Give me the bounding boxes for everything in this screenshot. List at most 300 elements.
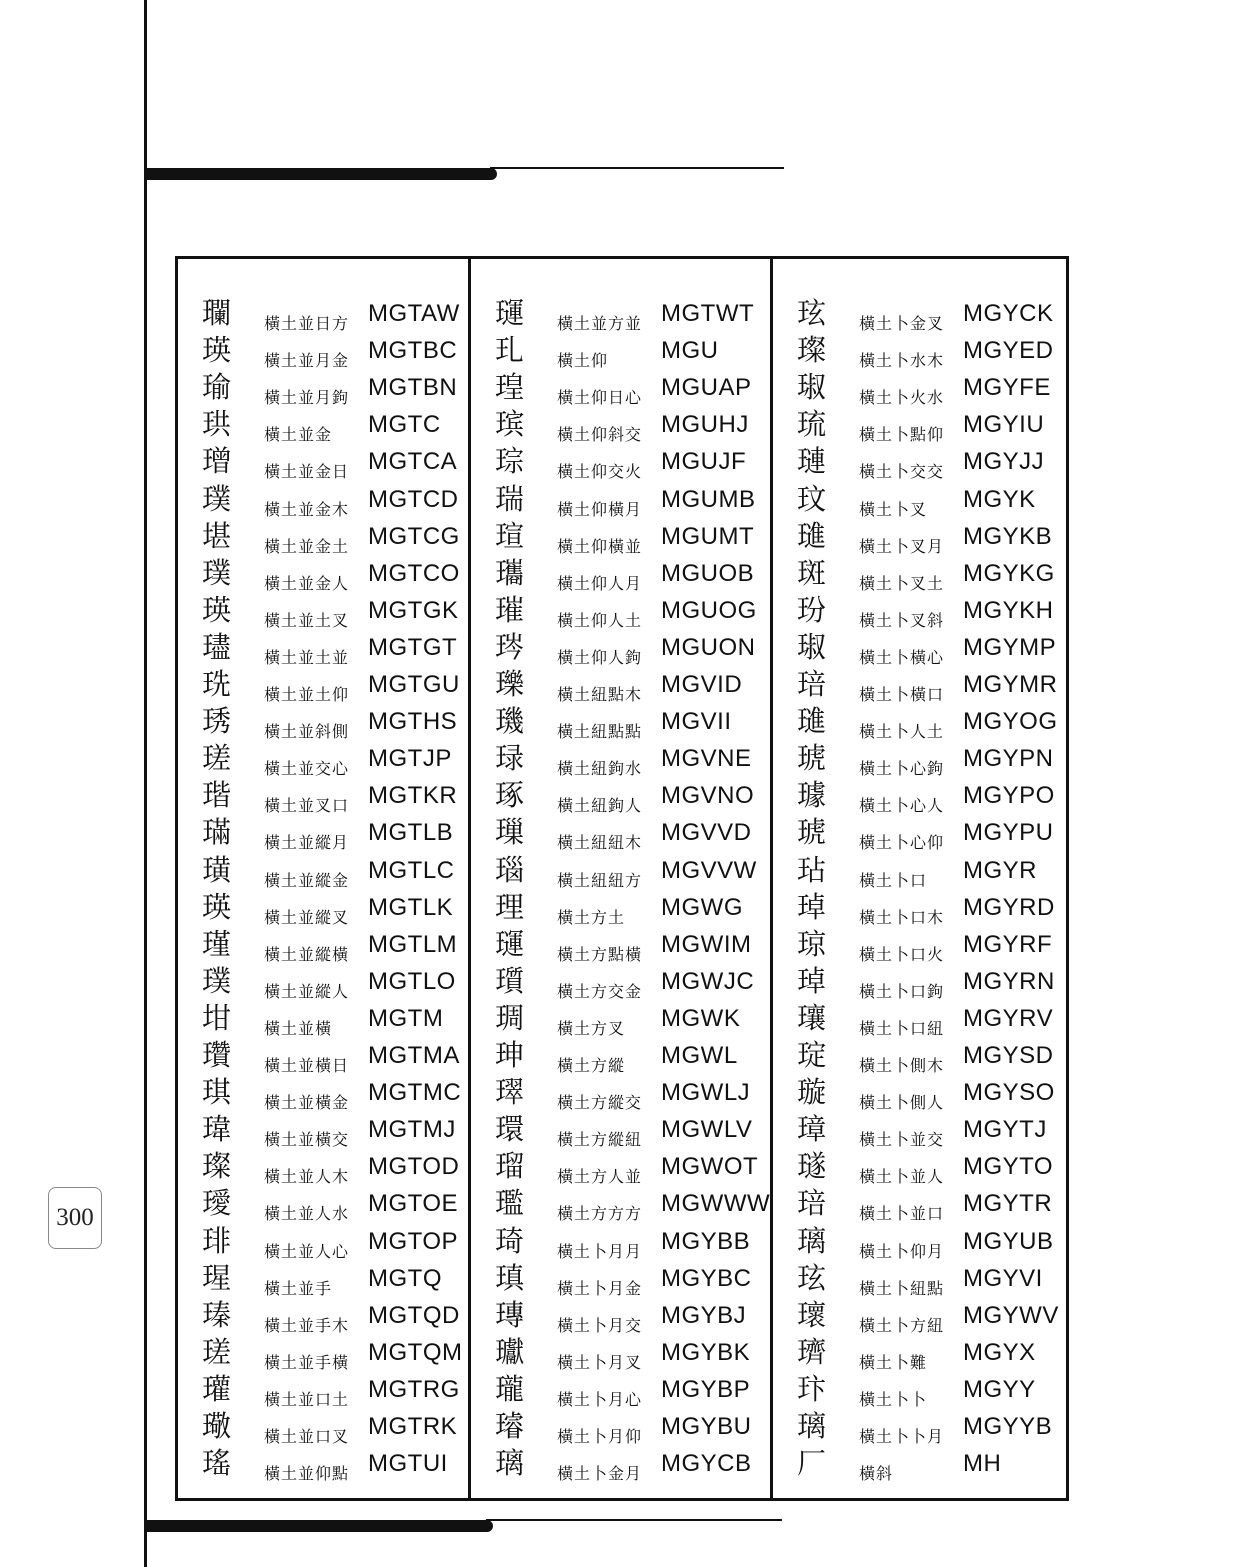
stroke-description: 橫土紐點點 xyxy=(557,722,643,742)
input-code: MGUON xyxy=(661,633,756,661)
input-code: MGYUB xyxy=(963,1227,1054,1255)
input-code: MGUOG xyxy=(661,596,757,624)
character: 瓌 xyxy=(797,1297,827,1332)
character: 瑝 xyxy=(495,370,525,405)
stroke-description: 橫土方叉 xyxy=(557,1018,626,1038)
input-code: MGTLB xyxy=(368,819,454,847)
input-code: MGYTJ xyxy=(963,1116,1047,1144)
stroke-description: 橫土並縱叉 xyxy=(264,907,350,927)
stroke-description: 橫土卜橫口 xyxy=(859,685,945,704)
character: 璼 xyxy=(495,1186,525,1221)
input-code: MGTCG xyxy=(368,522,460,550)
stroke-description: 橫土紐點木 xyxy=(557,685,643,704)
character: 瑆 xyxy=(202,1260,232,1295)
stroke-description: 橫土並土叉 xyxy=(264,610,350,630)
page-number: 300 xyxy=(48,1187,102,1249)
character: 瑙 xyxy=(495,852,525,887)
input-code: MGTGK xyxy=(368,596,459,624)
stroke-description: 橫土卜月心 xyxy=(557,1389,643,1409)
stroke-description: 橫土並斜側 xyxy=(264,722,350,742)
input-code: MGTQ xyxy=(368,1264,442,1292)
stroke-description: 橫土方方方 xyxy=(557,1204,643,1224)
input-code: MGTGT xyxy=(368,633,458,661)
character: 璉 xyxy=(797,444,827,479)
input-code: MGTLO xyxy=(368,967,456,995)
input-code: MGYFE xyxy=(963,374,1051,402)
character: 璭 xyxy=(495,926,525,961)
stroke-description: 橫土並土仰 xyxy=(264,685,350,704)
stroke-description: 橫土卜口木 xyxy=(859,907,945,927)
character: 瑼 xyxy=(495,1297,525,1332)
stroke-description: 橫土並手橫 xyxy=(264,1352,350,1372)
input-code: MGWLJ xyxy=(661,1079,751,1107)
stroke-description: 橫土並橫金 xyxy=(264,1093,350,1113)
stroke-description: 橫土仰橫並 xyxy=(557,536,643,556)
character: 瑞 xyxy=(495,481,525,516)
stroke-description: 橫土仰 xyxy=(557,351,609,371)
character: 瑳 xyxy=(202,1334,232,1369)
character: 玹 xyxy=(797,296,827,330)
character: 璲 xyxy=(797,1149,827,1184)
input-code: MGTKR xyxy=(368,782,458,810)
table-column-3 xyxy=(770,259,1069,1498)
stroke-description: 橫土仰交火 xyxy=(557,462,643,482)
stroke-description: 橫土卜月交 xyxy=(557,1315,643,1335)
character: 璦 xyxy=(202,1186,232,1221)
input-code: MGVVD xyxy=(661,819,752,847)
stroke-description: 橫土並橫日 xyxy=(264,1056,350,1075)
input-code: MGYBU xyxy=(661,1413,752,1440)
left-margin-line xyxy=(144,0,147,1567)
input-code: MGWIM xyxy=(661,930,752,958)
input-code: MGUMT xyxy=(661,522,755,550)
input-code: MGTJP xyxy=(368,745,452,773)
input-code: MGYCB xyxy=(661,1450,752,1478)
stroke-description: 橫土方人並 xyxy=(557,1167,643,1187)
character: 琣 xyxy=(797,1186,827,1221)
character: 珅 xyxy=(495,1038,525,1072)
stroke-description: 橫土方交金 xyxy=(557,981,643,1001)
input-code: MGYBK xyxy=(661,1338,751,1366)
stroke-description: 橫土並縱月 xyxy=(264,833,350,853)
input-code: MGYY xyxy=(963,1375,1036,1403)
stroke-description: 橫土卜並人 xyxy=(859,1167,945,1187)
character: 環 xyxy=(495,1112,525,1147)
input-code: MGUMB xyxy=(661,485,756,513)
stroke-description: 橫土卜叉斜 xyxy=(859,610,945,630)
character: 琔 xyxy=(797,1038,827,1072)
stroke-description: 橫土卜金叉 xyxy=(859,314,945,333)
stroke-description: 橫土並仰點 xyxy=(264,1464,350,1484)
input-code: MGVID xyxy=(661,671,743,698)
character: 琢 xyxy=(495,778,525,813)
input-code: MGYSO xyxy=(963,1079,1055,1107)
stroke-description: 橫土方土 xyxy=(557,907,626,927)
character: 璃 xyxy=(797,1409,827,1443)
stroke-description: 橫土紐紐木 xyxy=(557,833,643,853)
stroke-description: 橫土並金土 xyxy=(264,536,350,556)
character: 璊 xyxy=(202,815,232,850)
stroke-description: 橫土仰人月 xyxy=(557,573,643,593)
input-code: MGTM xyxy=(368,1004,444,1032)
stroke-description: 橫土卜側木 xyxy=(859,1056,945,1075)
character: 瑱 xyxy=(495,1260,525,1295)
input-code: MGTMA xyxy=(368,1042,460,1069)
table-column-1 xyxy=(178,259,468,1498)
table-row xyxy=(178,1446,468,1488)
character: 璶 xyxy=(202,629,232,664)
stroke-description: 橫土並金人 xyxy=(264,573,350,593)
character: 璥 xyxy=(202,1409,232,1443)
input-code: MGTOD xyxy=(368,1153,460,1181)
input-code: MGTBN xyxy=(368,374,458,402)
input-code: MGYWV xyxy=(963,1301,1059,1329)
table-row xyxy=(773,1446,1069,1488)
stroke-description: 橫土卜卜 xyxy=(859,1389,928,1409)
stroke-description: 橫土並土並 xyxy=(264,647,350,667)
input-code: MGTCA xyxy=(368,448,458,476)
character: 珗 xyxy=(202,667,232,701)
character: 琸 xyxy=(797,963,827,998)
character: 瓛 xyxy=(495,1334,525,1369)
stroke-description: 橫土卜口火 xyxy=(859,944,945,964)
input-code: MGTLM xyxy=(368,930,458,958)
input-code: MGTCO xyxy=(368,559,460,587)
character: 琌 xyxy=(495,629,525,664)
input-code: MGYMP xyxy=(963,633,1057,661)
input-code: MGYTO xyxy=(963,1153,1054,1181)
input-code: MGYBP xyxy=(661,1375,751,1403)
character: 玹 xyxy=(797,1260,827,1295)
stroke-description: 橫土卜口紐 xyxy=(859,1018,945,1038)
input-code: MGTWT xyxy=(661,300,755,327)
character: 瑛 xyxy=(202,592,232,627)
table-row xyxy=(471,1446,773,1488)
input-code: MGTLC xyxy=(368,856,455,884)
input-code: MGWL xyxy=(661,1042,738,1069)
stroke-description: 橫土卜並交 xyxy=(859,1130,945,1150)
input-code: MGYSD xyxy=(963,1042,1054,1069)
character: 玣 xyxy=(797,1371,827,1406)
stroke-description: 橫土紐紐方 xyxy=(557,870,643,890)
character: 璞 xyxy=(202,963,232,998)
character: 琥 xyxy=(797,741,827,776)
stroke-description: 橫土並叉口 xyxy=(264,796,350,816)
stroke-description: 橫土卜叉土 xyxy=(859,573,945,593)
character: 琇 xyxy=(202,704,232,739)
stroke-description: 橫土並口叉 xyxy=(264,1427,350,1446)
character: 玢 xyxy=(797,592,827,627)
stroke-description: 橫土卜口鉤 xyxy=(859,981,945,1001)
stroke-description: 橫土卜月月 xyxy=(557,1241,643,1261)
stroke-description: 橫土仰日心 xyxy=(557,388,643,408)
stroke-description: 橫土並月鉤 xyxy=(264,388,350,408)
character: 琭 xyxy=(495,741,525,776)
input-code: MGTOE xyxy=(368,1190,459,1218)
character: 璡 xyxy=(797,704,827,739)
input-code: MGTMJ xyxy=(368,1116,456,1144)
stroke-description: 橫斜 xyxy=(859,1464,894,1484)
input-code: MGTC xyxy=(368,411,441,439)
stroke-description: 橫土仰人鉤 xyxy=(557,647,643,667)
stroke-description: 橫土並金日 xyxy=(264,462,350,482)
character: 瑧 xyxy=(202,1297,232,1332)
stroke-description: 橫土並月金 xyxy=(264,351,350,371)
character: 璜 xyxy=(202,852,232,887)
input-code: MGTQD xyxy=(368,1301,460,1329)
input-code: MGYBC xyxy=(661,1264,752,1292)
character: 玷 xyxy=(797,852,827,887)
stroke-description: 橫土方縱交 xyxy=(557,1093,643,1113)
character: 璅 xyxy=(495,815,525,850)
stroke-description: 橫土卜心仰 xyxy=(859,833,945,853)
character: 璨 xyxy=(202,1149,232,1184)
input-code: MGUHJ xyxy=(661,411,749,439)
stroke-description: 橫土卜方紐 xyxy=(859,1315,945,1335)
input-code: MGWWW xyxy=(661,1190,771,1218)
character: 瓏 xyxy=(495,1371,525,1406)
bottom-thin-rule xyxy=(486,1519,782,1521)
stroke-description: 橫土卜月仰 xyxy=(557,1427,643,1446)
stroke-description: 橫土卜月叉 xyxy=(557,1352,643,1372)
stroke-description: 橫土並橫交 xyxy=(264,1130,350,1150)
character: 瑋 xyxy=(202,1112,232,1147)
stroke-description: 橫土並日方 xyxy=(264,314,350,333)
input-code: MGVII xyxy=(661,708,732,736)
character: 璡 xyxy=(797,518,827,553)
input-code: MGVNE xyxy=(661,745,752,773)
character: 瓆 xyxy=(495,963,525,998)
input-code: MGWLV xyxy=(661,1116,753,1144)
stroke-description: 橫土並手 xyxy=(264,1278,333,1298)
character: 琪 xyxy=(202,1075,232,1110)
character: 琲 xyxy=(202,1223,232,1258)
stroke-description: 橫土並人心 xyxy=(264,1241,350,1261)
stroke-description: 橫土卜仰月 xyxy=(859,1241,945,1261)
stroke-description: 橫土方縱紐 xyxy=(557,1130,643,1150)
input-code: MGYRV xyxy=(963,1004,1054,1032)
stroke-description: 橫土並交心 xyxy=(264,759,350,779)
input-code: MGYYB xyxy=(963,1413,1053,1440)
character: 瑾 xyxy=(202,926,232,961)
input-code: MGTHS xyxy=(368,708,458,736)
stroke-description: 橫土方點橫 xyxy=(557,944,643,964)
character: 璻 xyxy=(495,1075,525,1110)
character: 琉 xyxy=(797,407,827,442)
stroke-description: 橫土卜心鉤 xyxy=(859,759,945,779)
input-code: MGUOB xyxy=(661,559,755,587)
input-code: MGYPU xyxy=(963,819,1054,847)
stroke-description: 橫土卜叉 xyxy=(859,499,928,519)
character: 瓖 xyxy=(797,1000,827,1035)
stroke-description: 橫土並縱人 xyxy=(264,981,350,1001)
stroke-description: 橫土並金木 xyxy=(264,499,350,519)
input-code: MGTQM xyxy=(368,1338,463,1366)
input-code: MGTCD xyxy=(368,485,459,513)
stroke-description: 橫土仰斜交 xyxy=(557,425,643,445)
bottom-thick-rule xyxy=(147,1520,493,1532)
top-thin-rule xyxy=(490,167,784,169)
input-code: MGYKG xyxy=(963,559,1055,587)
character: 厂 xyxy=(797,1446,827,1481)
input-code: MGUJF xyxy=(661,448,747,476)
input-code: MGTBC xyxy=(368,337,458,365)
character: 璞 xyxy=(202,555,232,590)
character: 璀 xyxy=(495,592,525,627)
character: 瑄 xyxy=(495,518,525,553)
stroke-description: 橫土紐鉤人 xyxy=(557,796,643,816)
input-code: MGYCK xyxy=(963,300,1054,327)
character: 理 xyxy=(495,889,525,924)
stroke-description: 橫土並縱金 xyxy=(264,870,350,890)
character: 瑜 xyxy=(202,370,232,405)
input-code: MGYBJ xyxy=(661,1301,747,1329)
stroke-description: 橫土卜紐點 xyxy=(859,1278,945,1298)
character: 瑸 xyxy=(495,407,525,442)
stroke-description: 橫土並人木 xyxy=(264,1167,350,1187)
input-code: MGWG xyxy=(661,893,743,921)
input-code: MGYED xyxy=(963,337,1054,365)
top-thick-rule xyxy=(147,168,497,180)
stroke-description: 橫土並人水 xyxy=(264,1204,350,1224)
stroke-description: 橫土卜水木 xyxy=(859,351,945,371)
input-code: MGTRK xyxy=(368,1413,458,1440)
input-code: MGYK xyxy=(963,485,1036,513)
stroke-description: 橫土卜叉月 xyxy=(859,536,945,556)
input-code: MGTGU xyxy=(368,671,460,698)
input-code: MGYMR xyxy=(963,671,1058,698)
character: 瓗 xyxy=(495,555,525,590)
character: 琡 xyxy=(797,370,827,405)
stroke-description: 橫土卜側人 xyxy=(859,1093,945,1113)
character: 瓓 xyxy=(202,296,232,330)
stroke-description: 橫土並口土 xyxy=(264,1389,350,1409)
input-code: MGYBB xyxy=(661,1227,751,1255)
character: 瓅 xyxy=(495,667,525,701)
character: 瑠 xyxy=(495,1149,525,1184)
input-code: MGTLK xyxy=(368,893,454,921)
input-code: MGYIU xyxy=(963,411,1045,439)
stroke-description: 橫土仰橫月 xyxy=(557,499,643,519)
character: 堪 xyxy=(202,518,232,553)
stroke-description: 橫土方縱 xyxy=(557,1056,626,1075)
character: 玌 xyxy=(495,333,525,368)
character: 璭 xyxy=(495,296,525,330)
character: 璃 xyxy=(495,1446,525,1481)
character: 瓚 xyxy=(202,1038,232,1072)
stroke-description: 橫土卜金月 xyxy=(557,1464,643,1484)
input-code: MGYOG xyxy=(963,708,1058,736)
character: 璇 xyxy=(797,1075,827,1110)
stroke-description: 橫土卜人土 xyxy=(859,722,945,742)
code-table xyxy=(175,256,1069,1501)
character: 琮 xyxy=(495,444,525,479)
input-code: MGWOT xyxy=(661,1153,759,1181)
stroke-description: 橫土卜橫心 xyxy=(859,647,945,667)
character: 璋 xyxy=(797,1112,827,1147)
stroke-description: 橫土卜口 xyxy=(859,870,928,890)
table-column-2 xyxy=(468,259,773,1498)
input-code: MGYKH xyxy=(963,596,1054,624)
character: 璿 xyxy=(495,1409,525,1443)
stroke-description: 橫土卜卜月 xyxy=(859,1427,945,1446)
input-code: MGWJC xyxy=(661,967,755,995)
input-code: MGWK xyxy=(661,1004,741,1032)
character: 璣 xyxy=(495,704,525,739)
character: 璩 xyxy=(797,778,827,813)
input-code: MGYRF xyxy=(963,930,1053,958)
character: 瑤 xyxy=(202,1446,232,1481)
stroke-description: 橫土並方並 xyxy=(557,314,643,333)
character: 琦 xyxy=(495,1223,525,1258)
stroke-description: 橫土卜火水 xyxy=(859,388,945,408)
stroke-description: 橫土卜點仰 xyxy=(859,425,945,445)
input-code: MGTOP xyxy=(368,1227,459,1255)
stroke-description: 橫土紐鉤水 xyxy=(557,759,643,779)
character: 琸 xyxy=(797,889,827,924)
stroke-description: 橫土並手木 xyxy=(264,1315,350,1335)
stroke-description: 橫土並縱橫 xyxy=(264,944,350,964)
input-code: MH xyxy=(963,1450,1002,1478)
stroke-description: 橫土卜心人 xyxy=(859,796,945,816)
character: 瑛 xyxy=(202,889,232,924)
input-code: MGYJJ xyxy=(963,448,1045,476)
character: 瓘 xyxy=(202,1371,232,1406)
character: 琣 xyxy=(797,667,827,701)
character: 琥 xyxy=(797,815,827,850)
input-code: MGTAW xyxy=(368,300,460,327)
input-code: MGYPO xyxy=(963,782,1055,810)
stroke-description: 橫土卜並口 xyxy=(859,1204,945,1224)
input-code: MGVVW xyxy=(661,856,757,884)
input-code: MGUAP xyxy=(661,374,752,402)
character: 坩 xyxy=(202,1000,232,1035)
input-code: MGYX xyxy=(963,1338,1036,1366)
input-code: MGVNO xyxy=(661,782,755,810)
input-code: MGU xyxy=(661,337,719,365)
input-code: MGYTR xyxy=(963,1190,1053,1218)
input-code: MGTRG xyxy=(368,1375,460,1403)
input-code: MGYRD xyxy=(963,893,1055,921)
character: 璔 xyxy=(202,444,232,479)
character: 璃 xyxy=(797,1223,827,1258)
character: 璾 xyxy=(797,1334,827,1369)
character: 琼 xyxy=(797,926,827,961)
input-code: MGYPN xyxy=(963,745,1054,773)
character: 玟 xyxy=(797,481,827,516)
input-code: MGYRN xyxy=(963,967,1055,995)
stroke-description: 橫土並金 xyxy=(264,425,333,445)
input-code: MGYVI xyxy=(963,1264,1043,1292)
character: 璞 xyxy=(202,481,232,516)
character: 璨 xyxy=(797,333,827,368)
input-code: MGYR xyxy=(963,856,1037,884)
stroke-description: 橫土卜難 xyxy=(859,1352,928,1372)
character: 瑎 xyxy=(202,778,232,813)
character: 珙 xyxy=(202,407,232,442)
stroke-description: 橫土並橫 xyxy=(264,1018,333,1038)
input-code: MGYKB xyxy=(963,522,1053,550)
stroke-description: 橫土卜月金 xyxy=(557,1278,643,1298)
input-code: MGTUI xyxy=(368,1450,448,1478)
character: 瑛 xyxy=(202,333,232,368)
stroke-description: 橫土仰人土 xyxy=(557,610,643,630)
character: 琱 xyxy=(495,1000,525,1035)
character: 斑 xyxy=(797,555,827,590)
stroke-description: 橫土卜交交 xyxy=(859,462,945,482)
input-code: MGTMC xyxy=(368,1079,462,1107)
character: 琡 xyxy=(797,629,827,664)
